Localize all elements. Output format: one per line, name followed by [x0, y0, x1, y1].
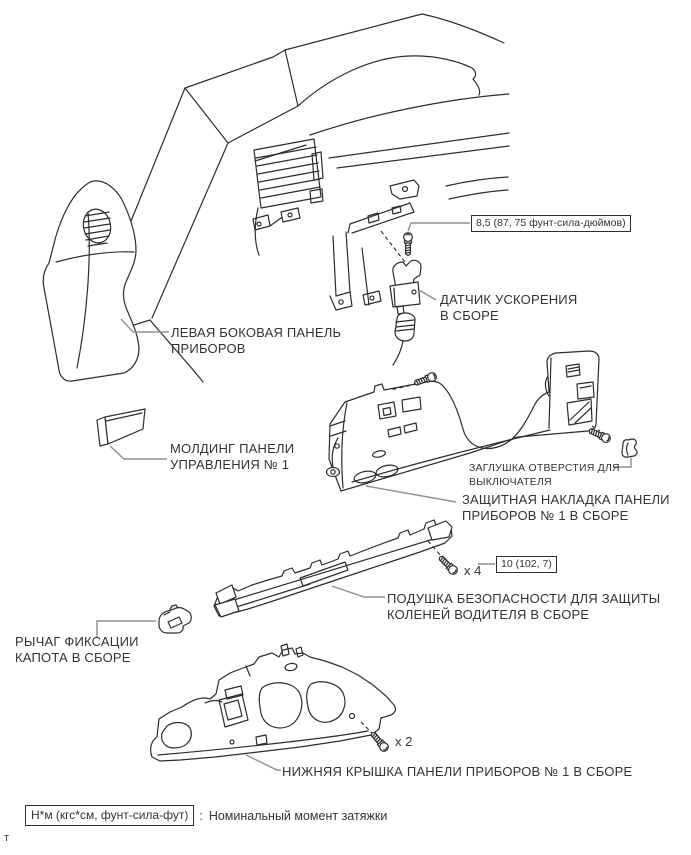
part-switch-hole-plug [622, 439, 637, 457]
torque-legend [25, 805, 387, 826]
callout-line: КАПОТА В СБОРЕ [15, 650, 131, 665]
bolt-icon [437, 554, 459, 576]
callout-line: ПРИБОРОВ № 1 В СБОРЕ [462, 508, 629, 523]
fastener-count-knee-airbag: x 4 [464, 563, 482, 578]
torque-legend-separator: : [199, 808, 203, 823]
torque-spec-accel-sensor-bolt: 8,5 (87, 75 фунт-сила-дюймов) [471, 215, 631, 232]
bolt-icon [369, 730, 390, 753]
callout-line: ЛЕВАЯ БОКОВАЯ ПАНЕЛЬ [171, 325, 342, 340]
part-control-panel-molding [97, 409, 145, 446]
bolt-icon [404, 233, 413, 256]
callout-lower-cover [282, 764, 632, 780]
callout-accel-sensor [440, 292, 577, 324]
callout-line: В СБОРЕ [440, 308, 499, 323]
screw-icon [587, 426, 611, 443]
callout-knee-airbag [387, 591, 660, 623]
torque-legend-units-box: Н*м (кгс*см, фунт-сила-фут) [25, 805, 194, 826]
page-marker: т [4, 832, 10, 844]
callout-instrument-panel-protector [462, 492, 670, 524]
callout-line: ВЫКЛЮЧАТЕЛЯ [469, 475, 552, 488]
part-acceleration-sensor [390, 260, 421, 365]
callout-line: ЗАЩИТНАЯ НАКЛАДКА ПАНЕЛИ [462, 492, 670, 507]
callout-line: ЗАГЛУШКА ОТВЕРСТИЯ ДЛЯ [469, 462, 620, 474]
torque-spec-knee-airbag-bolt: 10 (102, 7) [496, 556, 557, 573]
callout-control-panel-molding [170, 441, 294, 473]
callout-line: ПОДУШКА БЕЗОПАСНОСТИ ДЛЯ ЗАЩИТЫ [387, 591, 661, 606]
callout-line: РЫЧАГ ФИКСАЦИИ [15, 634, 139, 649]
part-lower-cover [151, 644, 396, 761]
callout-line: УПРАВЛЕНИЯ № 1 [170, 457, 290, 472]
callout-line: ДАТЧИК УСКОРЕНИЯ [440, 292, 578, 307]
callout-line: МОЛДИНГ ПАНЕЛИ [170, 441, 295, 456]
callout-line: НИЖНЯЯ КРЫШКА ПАНЕЛИ ПРИБОРОВ № 1 В СБОРЕ [282, 764, 633, 779]
part-hood-lock-lever [159, 605, 191, 633]
callout-line: КОЛЕНЕЙ ВОДИТЕЛЯ В СБОРЕ [387, 607, 590, 622]
callout-line: ПРИБОРОВ [171, 341, 246, 356]
callout-switch-hole-plug [469, 462, 620, 489]
part-left-side-panel [43, 181, 139, 381]
fastener-count-lower-cover: x 2 [395, 734, 413, 749]
callout-left-side-panel [171, 325, 341, 357]
torque-legend-description: Номинальный момент затяжки [208, 808, 388, 823]
callout-hood-lock-lever [15, 634, 139, 666]
